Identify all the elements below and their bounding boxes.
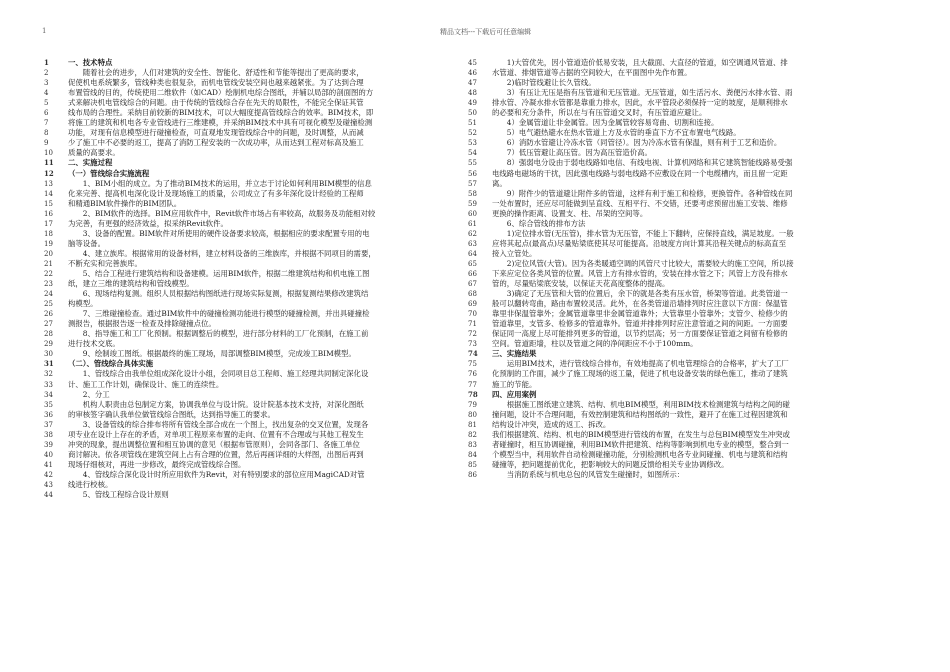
line-text: 6、现场结构复测。组织人员根据结构图纸进行现场实际复测，根据复测结果修改建筑结 xyxy=(68,289,369,299)
line-text: 为完善，有更强的经济效益，拟采纳Revit软件。 xyxy=(68,218,228,228)
line-text: 一处布置时，还应尽可能做到呈直线、互相平行、不交错，还要考虑预留出施工安装、维修 xyxy=(492,198,788,208)
line-text: 的必要和充分条件，所以在与有压管道交叉时，有压管道应避让。 xyxy=(492,108,707,118)
text-line xyxy=(468,450,906,460)
line-number: 22 xyxy=(44,269,53,278)
text-line xyxy=(468,98,906,108)
text-line xyxy=(44,209,454,219)
line-number: 51 xyxy=(468,119,477,128)
line-number: 64 xyxy=(468,249,477,258)
text-line xyxy=(44,369,454,379)
text-line xyxy=(468,269,906,279)
line-text: 5、管线工程综合设计原则 xyxy=(68,490,169,500)
line-number: 20 xyxy=(44,249,53,258)
line-text: 现场仔细核对，再进一步修改，最终完成管线综合图。 xyxy=(68,459,246,469)
line-text: 少了施工中不必要的返工，提高了消防工程安装的一次成功率，从而达到工程对标高及施工 xyxy=(68,138,364,148)
text-line xyxy=(468,319,906,329)
line-text: 下来应定位各类风管的位置。风管上方有排水管的，安装在排水管之下；风管上方没有排水 xyxy=(492,268,788,278)
line-text: 个模型当中，利用软件自动检测碰撞功能，分别检测机电各专业间碰撞、机电与建筑和结构 xyxy=(492,449,788,459)
line-number: 18 xyxy=(44,229,53,238)
line-number: 50 xyxy=(468,109,477,118)
line-number: 46 xyxy=(468,69,477,78)
line-text: 1、管线综合由我单位组成深化设计小组，会同项目总工程师、施工经理共同制定深化设 xyxy=(68,369,369,379)
line-number: 81 xyxy=(468,420,477,429)
text-line xyxy=(44,450,454,460)
line-number: 45 xyxy=(468,59,477,67)
line-number: 58 xyxy=(468,189,477,198)
text-line xyxy=(44,179,454,189)
text-line xyxy=(44,249,454,259)
line-text: 3、设备的配置。BIM软件对所使用的硬件设备要求较高，根据相应的要求配置专用的电 xyxy=(68,228,370,238)
line-text: 化来完善、提高机电深化设计及现场施工的质量，公司成立了有多年深化设计经验的工程师 xyxy=(68,188,364,198)
text-line xyxy=(44,199,454,209)
line-text: 运用BIM技术，进行管线综合排布，有效地提高了机电管理综合的合格率，扩大了工厂 xyxy=(492,359,789,369)
text-line xyxy=(44,189,454,199)
line-number: 67 xyxy=(468,280,477,289)
line-number: 35 xyxy=(44,400,53,409)
line-number: 1 xyxy=(44,58,49,67)
line-number: 44 xyxy=(44,491,53,500)
line-number: 59 xyxy=(468,199,477,208)
line-number: 47 xyxy=(468,79,477,88)
text-line xyxy=(468,299,906,309)
line-text: 纸，建立三维的建筑结构和管线模型。 xyxy=(68,279,194,289)
line-number: 33 xyxy=(44,380,53,389)
text-line xyxy=(468,249,906,259)
line-number: 79 xyxy=(468,400,477,409)
line-text: 商讨解决。依各项管线在建筑空间上占有合理的位置，然后再画详细的大样图，出图后再到 xyxy=(68,449,364,459)
text-line xyxy=(44,169,454,179)
line-text: 3）有压让无压是指有压管道和无压管道。无压管道，如生活污水、粪便污水排水管、雨 xyxy=(492,88,793,98)
line-number: 83 xyxy=(468,440,477,449)
text-line xyxy=(44,158,454,168)
line-text: 8）强弱电分设由于弱电线路如电信、有线电视、计算机网络和其它建筑智能线路易受强 xyxy=(492,158,793,168)
line-text: 8、指导施工和工厂化预制。根据调整后的模型，进行部分材料的工厂化预制，在施工前 xyxy=(68,329,369,339)
text-line xyxy=(44,78,454,88)
line-text: 7、三维碰撞检查。通过BIM软件中的碰撞检测功能进行模型的碰撞检测，并出具碰撞检 xyxy=(68,309,370,319)
line-number: 9 xyxy=(44,139,49,148)
line-number: 57 xyxy=(468,179,477,188)
line-text: 不断充实和完善族库。 xyxy=(68,258,142,268)
line-text: 一、技术特点 xyxy=(68,58,113,67)
line-text: 2、BIM软件的选择。BIM应用软件中，Revit软件市场占有率较高，故服务及功能相对较 xyxy=(68,208,376,218)
line-text: （二）、管线综合具体实施 xyxy=(68,359,153,369)
line-number: 6 xyxy=(44,109,49,118)
text-line xyxy=(44,229,454,239)
line-text: 促使机电系统繁多，管线种类也很复杂，而机电管线安装空间也越来越紧张。为了达到合理 xyxy=(68,78,364,88)
line-text: 项专业在设计上存在的矛盾，对单项工程原来布置的走向、位置有不合理或与其他工程发生 xyxy=(68,429,364,439)
line-text: 随着社会的进步，人们对建筑的安全性、智能化、舒适性和节能等提出了更高的要求， xyxy=(68,68,364,78)
text-line xyxy=(468,339,906,349)
line-text: 4、管线综合深化设计时所应用软件为Revit，对有特别要求的部位应用MagiCAD对管 xyxy=(68,469,365,479)
line-text: 冲突的现象，提出调整位置和相互协调的意见（根据布管原则），会同各部门、各施工单位 xyxy=(68,439,360,449)
line-number: 66 xyxy=(468,269,477,278)
text-line xyxy=(44,339,454,349)
text-line xyxy=(44,490,454,500)
line-number: 25 xyxy=(44,300,53,309)
right-column xyxy=(468,58,906,480)
text-line xyxy=(44,259,454,269)
line-number: 86 xyxy=(468,470,477,479)
line-number: 31 xyxy=(44,359,54,369)
line-number: 29 xyxy=(44,340,53,349)
line-number: 27 xyxy=(44,320,53,329)
line-number: 65 xyxy=(468,259,477,268)
line-text: 保证同一高度上尽可能排列更多的管道，以节约层高；另一方面要保证管道之间留有检修的 xyxy=(492,329,788,339)
text-line xyxy=(44,299,454,309)
text-line xyxy=(468,209,906,219)
line-number: 32 xyxy=(44,370,53,379)
text-line xyxy=(468,390,906,400)
line-text: 5、结合工程进行建筑结构和设备建模。运用BIM软件，根据二维建筑结构和机电施工图 xyxy=(68,268,370,278)
text-line xyxy=(44,430,454,440)
line-text: 测报告，根据报告逐一检查及排除碰撞点位。 xyxy=(68,319,216,329)
text-line xyxy=(44,289,454,299)
line-text: 离。 xyxy=(492,178,507,188)
line-text: 构模型。 xyxy=(68,299,98,309)
line-number: 49 xyxy=(468,99,477,108)
line-text: 线布局的合理性。采纳目前较新的BIM技术，可以大幅度提高管线综合的效率。BIM技术，即 xyxy=(68,108,374,118)
line-text: 排水管、冷凝水排水管都是靠重力排水，因此，水平管段必须保持一定的坡度，是顺利排水 xyxy=(492,98,788,108)
line-text: 4）金属管道让非金属管。因为金属管较容易弯曲、切割和连接。 xyxy=(492,118,719,128)
text-line xyxy=(468,88,906,98)
line-number: 4 xyxy=(44,89,49,98)
line-text: 撞问题，设计不合理问题，有效控制建筑和结构图纸的一致性，避开了在施工过程因建筑和 xyxy=(492,409,788,419)
line-text: 管道靠里，支管多、检修多的管道靠外。管道并排排列时应注意管道之间的间距。一方面要 xyxy=(492,319,788,329)
line-number: 77 xyxy=(468,380,477,389)
line-number: 60 xyxy=(468,209,477,218)
line-number: 7 xyxy=(44,119,49,128)
text-line xyxy=(468,259,906,269)
text-line xyxy=(44,410,454,420)
line-number: 75 xyxy=(468,360,477,369)
line-text: 者碰撞时，相互协调碰撞，利用BIM软件把建筑、结构等影响到机电专业的模型，整合到一 xyxy=(492,439,789,449)
text-line xyxy=(468,349,906,359)
text-line xyxy=(44,88,454,98)
page-number: 1 xyxy=(42,27,47,35)
line-text: 脑等设备。 xyxy=(68,238,105,248)
line-number: 76 xyxy=(468,370,477,379)
text-line xyxy=(44,470,454,480)
text-line xyxy=(468,118,906,128)
text-line xyxy=(44,128,454,138)
line-text: 2、分工 xyxy=(68,389,110,399)
line-number: 24 xyxy=(44,290,53,299)
line-number: 17 xyxy=(44,219,53,228)
line-number: 71 xyxy=(468,320,477,329)
line-text: 靠里非保温管靠外；金属管道靠里非金属管道靠外；大管靠里小管靠外；支管少、检修少的 xyxy=(492,309,788,319)
line-text: 根据施工图纸建立建筑、结构、机电BIM模型，利用BIM技术检测建筑与结构之间的碰 xyxy=(492,399,790,409)
line-number: 3 xyxy=(44,79,49,88)
line-text: 将施工的建筑和机电各专业管线进行三维建模，并采纳BIM技术中具有可视化模型及碰撞检测 xyxy=(68,118,373,128)
text-line xyxy=(468,148,906,158)
page-header: 精品文档---下载后可任意编辑 xyxy=(440,28,532,36)
text-line xyxy=(468,410,906,420)
text-line xyxy=(468,229,906,239)
line-number: 14 xyxy=(44,189,53,198)
text-line xyxy=(44,380,454,390)
text-line xyxy=(44,359,454,369)
line-text: 二、实施过程 xyxy=(68,158,113,168)
text-line xyxy=(468,189,906,199)
line-number: 13 xyxy=(44,179,53,188)
text-line xyxy=(468,179,906,189)
line-text: 2)定位风管(大管)。因为各类暖通空调的风管尺寸比较大，需要较大的施工空间，所以接 xyxy=(492,258,794,268)
line-number: 54 xyxy=(468,149,477,158)
text-line xyxy=(468,420,906,430)
text-line xyxy=(468,430,906,440)
line-text: 3、设备管线的综合排布将所有管线全部合成在一个图上，找出复杂的交叉位置，发现各 xyxy=(68,419,369,429)
line-number: 41 xyxy=(44,460,53,469)
line-number: 70 xyxy=(468,310,477,319)
line-text: 功能，对现有信息模型进行碰撞检查，可直观地发现管线综合中的问题，及时调整，从而减 xyxy=(68,128,364,138)
line-text: 机构人职责由总包制定方案，协调我单位与设计院。设计院基本技术支持，对深化图纸 xyxy=(68,399,364,409)
line-text: 6、综合管线的排布方法 xyxy=(492,218,586,228)
line-number: 30 xyxy=(44,350,53,359)
line-number: 42 xyxy=(44,470,53,479)
text-line xyxy=(44,309,454,319)
line-number: 72 xyxy=(468,330,477,339)
line-number: 8 xyxy=(44,129,49,138)
text-line xyxy=(468,239,906,249)
line-text: 的审核签字确认我单位做管线综合图纸，达到指导施工的要求。 xyxy=(68,409,275,419)
text-line xyxy=(44,98,454,108)
line-text: 般可以翻转弯曲，路由布置较灵活。此外，在各类管道沿墙排列时应注意以下方面：保温管 xyxy=(492,299,788,309)
left-column xyxy=(44,58,454,500)
text-line xyxy=(468,470,906,480)
text-line xyxy=(44,138,454,148)
line-number: 10 xyxy=(44,149,53,158)
line-number: 62 xyxy=(468,229,477,238)
line-number: 73 xyxy=(468,340,477,349)
text-line xyxy=(468,128,906,138)
text-line xyxy=(44,58,454,68)
line-number: 43 xyxy=(44,480,53,489)
line-text: 电线路电磁场的干扰，因此强电线路与弱电线路不应敷设在同一个电缆槽内，而且留一定距 xyxy=(492,168,788,178)
text-line xyxy=(468,380,906,390)
line-text: 水管道、排烟管道等占据的空间较大，在平面图中先作布置。 xyxy=(492,68,692,78)
line-text: 9）附件少的管道避让附件多的管道，这样有利于施工和检修，更换管件。各种管线在同 xyxy=(492,188,793,198)
line-text: 更换的操作距离、设置支、柱、吊架的空间等。 xyxy=(492,208,648,218)
line-text: 施工的节能。 xyxy=(492,379,537,389)
line-number: 84 xyxy=(468,450,477,459)
line-number: 39 xyxy=(44,440,53,449)
line-number: 53 xyxy=(468,139,477,148)
text-line xyxy=(468,158,906,168)
text-line xyxy=(44,400,454,410)
line-text: 式来解决机电管线综合的问题。由于传统的管线综合存在先天的局限性，不能完全保证其管 xyxy=(68,98,364,108)
text-line xyxy=(468,400,906,410)
text-line xyxy=(468,58,906,68)
text-line xyxy=(468,78,906,88)
line-text: 管的，尽量贴梁底安装，以保证天花高度整体的提高。 xyxy=(492,279,670,289)
line-text: 5）电气避热避水在热水管道上方及水管的垂直下方不宜布置电气线路。 xyxy=(492,128,741,138)
text-line xyxy=(44,319,454,329)
line-number: 15 xyxy=(44,199,53,208)
line-number: 21 xyxy=(44,259,53,268)
text-line xyxy=(468,440,906,450)
line-text: 2)临时管线避让长久管线。 xyxy=(492,78,596,88)
text-line xyxy=(468,219,906,229)
text-line xyxy=(468,138,906,148)
line-number: 19 xyxy=(44,239,53,248)
line-text: 计、施工工作计划，确保设计、施工的连续性。 xyxy=(68,379,224,389)
text-line xyxy=(44,420,454,430)
line-text: 线进行校核。 xyxy=(68,479,113,489)
line-text: （一）管线综合实施流程 xyxy=(68,168,150,178)
line-number: 61 xyxy=(468,219,477,228)
line-text: 四、应用案例 xyxy=(492,389,537,399)
text-line xyxy=(44,118,454,128)
line-number: 36 xyxy=(44,410,53,419)
text-line xyxy=(468,369,906,379)
line-text: 我们根据建筑、结构、机电的BIM模型进行管线的布置，在发生与总包BIM模型发生冲突或 xyxy=(492,429,790,439)
line-text: 3)确定了无压管和大管的位置后，余下的就是各类有压水管，桥架等管道。此类管道一 xyxy=(492,289,788,299)
line-number: 74 xyxy=(468,349,478,359)
line-number: 82 xyxy=(468,430,477,439)
line-number: 52 xyxy=(468,129,477,138)
line-text: 7）低压管避让高压管。因为高压管造价高。 xyxy=(492,148,652,158)
line-text: 6）消防水管避让冷冻水管（同管径）。因为冷冻水管有保温，则有利于工艺和造价。 xyxy=(492,138,782,148)
text-line xyxy=(44,239,454,249)
line-text: 三、实施结果 xyxy=(492,349,537,359)
text-line xyxy=(468,199,906,209)
line-number: 38 xyxy=(44,430,53,439)
line-text: 布置管线的目的，传统使用二维软件（如CAD）绘制机电综合图纸，并辅以局部的剖面图的方 xyxy=(68,88,374,98)
line-text: 1)大管优先，因小管道造价低易安装，且大截面、大直径的管道，如空调通风管道、排 xyxy=(492,58,788,67)
text-line xyxy=(468,108,906,118)
line-number: 56 xyxy=(468,169,477,178)
line-number: 80 xyxy=(468,410,477,419)
line-number: 85 xyxy=(468,460,477,469)
text-line xyxy=(468,68,906,78)
text-line xyxy=(468,329,906,339)
line-number: 28 xyxy=(44,330,53,339)
line-text: 和精通BIM软件操作的BIM团队。 xyxy=(68,198,182,208)
text-line xyxy=(468,289,906,299)
line-number: 26 xyxy=(44,310,53,319)
line-number: 34 xyxy=(44,390,53,399)
line-text: 化预制的工作面，减少了施工现场的返工量，促进了机电设备安装的绿色施工，推动了建筑 xyxy=(492,369,788,379)
line-text: 碰撞等，把问题提前优化，把影响较大的问题反馈给相关专业协调修改。 xyxy=(492,459,729,469)
text-line xyxy=(468,169,906,179)
line-number: 48 xyxy=(468,89,477,98)
text-line xyxy=(44,219,454,229)
line-text: 9、绘制竣工图纸。根据最终的施工现场，局部调整BIM模型，完成竣工BIM模型。 xyxy=(68,349,356,359)
text-line xyxy=(44,349,454,359)
text-line xyxy=(44,440,454,450)
line-text: 接入立管处。 xyxy=(492,248,537,258)
line-text: 4、建立族库。根据常用的设备材料，建立材料设备的三维族库，并根据不同项目的需要， xyxy=(68,248,376,258)
line-text: 1、BIM小组的成立。为了推动BIM技术的运用，并立志于讨论如何利用BIM模型的信息 xyxy=(68,178,372,188)
line-number: 63 xyxy=(468,239,477,248)
line-number: 37 xyxy=(44,420,53,429)
text-line xyxy=(44,68,454,78)
line-text: 质量的高要求。 xyxy=(68,148,120,158)
line-text: 结构设计冲突，造成的返工、拆改。 xyxy=(492,419,611,429)
text-line xyxy=(44,460,454,470)
text-line xyxy=(468,309,906,319)
line-number: 23 xyxy=(44,280,53,289)
line-number: 5 xyxy=(44,99,49,108)
line-number: 55 xyxy=(468,159,477,168)
line-number: 2 xyxy=(44,69,49,78)
text-line xyxy=(44,108,454,118)
text-line xyxy=(44,279,454,289)
text-line xyxy=(44,329,454,339)
text-line xyxy=(44,148,454,158)
line-number: 11 xyxy=(44,158,54,168)
line-text: 应将其起点(最高点)尽量贴梁底使其尽可能提高。沿坡度方向计算其沿程关键点的标高直至 xyxy=(492,238,787,248)
line-number: 40 xyxy=(44,450,53,459)
line-number: 16 xyxy=(44,209,53,218)
line-number: 78 xyxy=(468,389,478,399)
line-number: 68 xyxy=(468,290,477,299)
line-text: 当消防系统与机电总包的风管发生碰撞时，如图所示： xyxy=(492,469,685,479)
text-line xyxy=(468,279,906,289)
text-line xyxy=(468,460,906,470)
text-line xyxy=(468,359,906,369)
line-text: 空间。管道距墙，柱以及管道之间的净间距应不小于100mm。 xyxy=(492,339,698,349)
line-number: 12 xyxy=(44,168,54,178)
text-line xyxy=(44,390,454,400)
text-line xyxy=(44,480,454,490)
line-number: 69 xyxy=(468,300,477,309)
line-text: 进行技术交底。 xyxy=(68,339,120,349)
text-line xyxy=(44,269,454,279)
line-text: 1)定位排水管(无压管)，排水管为无压管，不能上下翻转，应保持直线，满足坡度。一般 xyxy=(492,228,794,238)
